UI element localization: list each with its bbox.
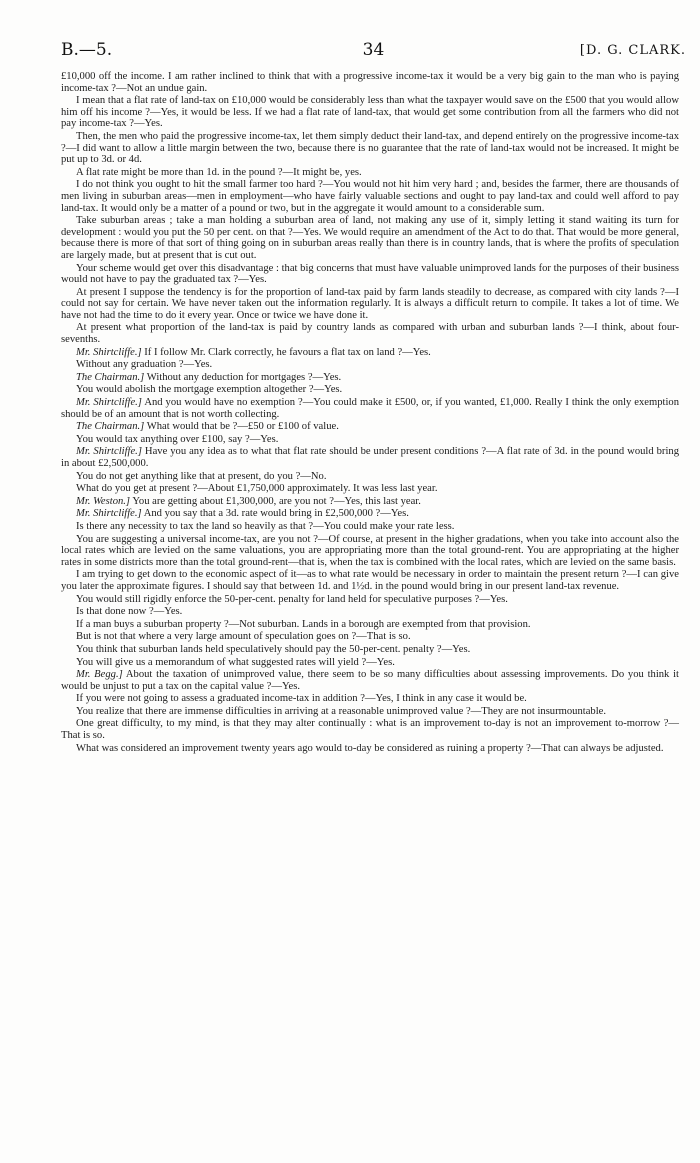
paragraph-text: You think that suburban lands held speculatively should pay the 50-per-cent. penalty ?—Yes. [76, 643, 471, 655]
transcript-paragraph [61, 131, 679, 166]
paragraph-text: Have you any idea as to what that flat rate should be under present conditions ?—A flat rate of 3d. in the pound would bring in about £2,500,000. [61, 446, 679, 469]
transcript-paragraph [61, 434, 679, 446]
document-series-label: B.—5. [61, 40, 113, 60]
paragraph-text: You do not get anything like that at present, do you ?—No. [76, 470, 327, 482]
paragraph-text: What would that be ?—£50 or £100 of value. [144, 421, 339, 433]
page-number: 34 [362, 40, 385, 60]
speaker-label: Mr. Shirtcliffe.] [76, 508, 142, 520]
transcript-paragraph [61, 347, 679, 359]
paragraph-text: And you would have no exemption ?—You could make it £500, or, if you wanted, £1,000. Really I think the only exemption should be of an amount that is not worth collecting. [61, 397, 679, 420]
paragraph-text: You realize that there are immense difficulties in arriving at a reasonable unimproved value ?—They are not insurmountable. [76, 705, 607, 717]
transcript-paragraph [61, 384, 679, 396]
paragraph-text: Is there any necessity to tax the land so heavily as that ?—You could make your rate less. [76, 520, 455, 532]
transcript-paragraph [61, 483, 679, 495]
paragraph-text: What was considered an improvement twenty years ago would to-day be considered as ruining a property ?—That can always be adjusted. [76, 742, 664, 754]
paragraph-text: Without any graduation ?—Yes. [76, 359, 213, 371]
transcript-paragraph [61, 631, 679, 643]
paragraph-text: If a man buys a suburban property ?—Not suburban. Lands in a borough are exempted from that provision. [76, 618, 531, 630]
transcript-paragraph [61, 421, 679, 433]
paragraph-text: If you were not going to assess a graduated income-tax in addition ?—Yes, I think in any case it would be. [76, 693, 527, 705]
speaker-label: Mr. Shirtcliffe.] [76, 397, 142, 409]
transcript-paragraph [61, 644, 679, 656]
transcript-paragraph [61, 471, 679, 483]
transcript-paragraph [61, 215, 679, 261]
transcript-body [61, 71, 679, 755]
paragraph-text: You would still rigidly enforce the 50-per-cent. penalty for land held for speculative purposes ?—Yes. [76, 593, 508, 605]
transcript-paragraph [61, 397, 679, 420]
speaker-label: The Chairman.] [76, 371, 145, 383]
paragraph-text: At present I suppose the tendency is for the proportion of land-tax paid by farm lands steadily to decrease, as compared with city lands ?—I could not say for certain. We have never taken out the information regularly. It is always a difficult return to compile. It takes a lot of time. We have not had the time to do it every year. Once or twice we have done it. [61, 286, 679, 321]
transcript-paragraph [61, 322, 679, 345]
paragraph-text: I mean that a flat rate of land-tax on £10,000 would be considerably less than what the taxpayer would save on the £500 that you would allow him off his income ?—Yes, it would be less. If we had a flat rate of land-tax, that would get some contribution from all the farmers who did not pay income-tax ?—Yes. [61, 95, 679, 130]
paragraph-text: If I follow Mr. Clark correctly, he favours a flat tax on land ?—Yes. [141, 346, 431, 358]
paragraph-text: Without any deduction for mortgages ?—Yes. [144, 371, 342, 383]
paragraph-text: You will give us a memorandum of what suggested rates will yield ?—Yes. [76, 656, 395, 668]
paragraph-text: You are getting about £1,300,000, are you not ?—Yes, this last year. [130, 495, 421, 507]
speaker-label: Mr. Begg.] [76, 669, 123, 681]
transcript-paragraph [61, 706, 679, 718]
paragraph-text: A flat rate might be more than 1d. in the pound ?—It might be, yes. [76, 166, 362, 178]
transcript-paragraph [61, 657, 679, 669]
transcript-paragraph [61, 619, 679, 631]
page-header [61, 40, 686, 66]
paragraph-text: £10,000 off the income. I am rather inclined to think that with a progressive income-tax it would be a very big gain to the man who is paying income-tax ?—Not an undue gain. [61, 71, 679, 94]
transcript-paragraph [61, 606, 679, 618]
transcript-paragraph [61, 743, 679, 755]
paragraph-text: I am trying to get down to the economic aspect of it—as to what rate would be necessary in order to maintain the present return ?—I can give you later the approximate figures. I should say that between 1d. and 1½d. in the pound would bring in our present land-tax revenue. [61, 569, 679, 592]
paragraph-text: You are suggesting a universal income-tax, are you not ?—Of course, at present in the higher gradations, when you take into account also the local rates which are levied on the same valuations, you are appropriating more than the total ground-rent. You are appropriating at the higher rates in some districts more than the total ground-rent—that is, when the tax is combined with the local rates, which are levied on the same basis. [61, 533, 679, 568]
paragraph-text: Your scheme would get over this disadvantage : that big concerns that must have valuable unimproved lands for the purposes of their business would not have to pay the graduated tax ?—Yes. [61, 262, 679, 286]
speaker-label: Mr. Weston.] [76, 495, 131, 507]
transcript-paragraph [61, 534, 679, 569]
transcript-paragraph [61, 359, 679, 371]
paragraph-text: What do you get at present ?—About £1,750,000 approximately. It was less last year. [76, 483, 438, 495]
transcript-paragraph [61, 594, 679, 606]
transcript-paragraph [61, 718, 679, 741]
paragraph-text: Is that done now ?—Yes. [76, 606, 183, 618]
transcript-paragraph [61, 263, 679, 286]
transcript-paragraph [61, 569, 679, 592]
paragraph-text: About the taxation of unimproved value, there seem to be so many difficulties about assessing improvements. Do you think it would be unjust to put a tax on the capital value ?—Yes. [61, 669, 679, 692]
transcript-paragraph [61, 669, 679, 692]
speaker-label: The Chairman.] [76, 421, 145, 433]
transcript-paragraph [61, 496, 679, 508]
speaker-label: Mr. Shirtcliffe.] [76, 446, 142, 458]
speaker-label: Mr. Shirtcliffe.] [76, 346, 142, 358]
paragraph-text: And you say that a 3d. rate would bring in £2,500,000 ?—Yes. [141, 508, 409, 520]
paragraph-text: You would tax anything over £100, say ?—Yes. [76, 433, 279, 445]
transcript-paragraph [61, 446, 679, 469]
transcript-paragraph [61, 71, 679, 94]
paragraph-text: Take suburban areas ; take a man holding a suburban area of land, not making any use of it, simply letting it stand waiting its turn for development : would you put the 50 per cent. on that ?—Yes. We would require an amendment of the Act to do that. That would be more general, because there is more of that sort of thing going on in suburban areas really than there is in country lands, that is where the profits of speculation are largely made, but at present that is cut out. [61, 215, 679, 261]
transcript-paragraph [61, 693, 679, 705]
paragraph-text: You would abolish the mortgage exemption altogether ?—Yes. [76, 384, 343, 396]
transcript-paragraph [61, 167, 679, 179]
transcript-paragraph [61, 508, 679, 520]
transcript-paragraph [61, 179, 679, 214]
transcript-paragraph [61, 287, 679, 322]
witness-name-label: [D. G. CLARK. [579, 43, 686, 58]
paragraph-text: Then, the men who paid the progressive income-tax, let them simply deduct their land-tax, and depend entirely on the progressive income-tax ?—I did want to allow a little margin between the two, because there is no guarantee that the rate of land-tax would not be increased. It might be put up to 3d. or 4d. [61, 130, 679, 166]
transcript-paragraph [61, 95, 679, 130]
paragraph-text: At present what proportion of the land-tax is paid by country lands as compared with urban and suburban lands ?—I think, about four-sevenths. [61, 322, 679, 346]
transcript-paragraph [61, 372, 679, 384]
paragraph-text: I do not think you ought to hit the small farmer too hard ?—You would not hit him very hard ; and, besides the farmer, there are thousands of men living in suburban areas—men in employment—who have fairly valuable sections and ought to pay land-tax and could well afford to pay land-tax. It would only be a matter of a pound or two, but in the aggregate it would amount to a considerable sum. [61, 179, 679, 214]
transcript-paragraph [61, 521, 679, 533]
paragraph-text: One great difficulty, to my mind, is that they may alter continually : what is an improvement to-day is not an improvement to-morrow ?—That is so. [61, 718, 679, 742]
paragraph-text: But is not that where a very large amount of speculation goes on ?—That is so. [76, 631, 411, 643]
